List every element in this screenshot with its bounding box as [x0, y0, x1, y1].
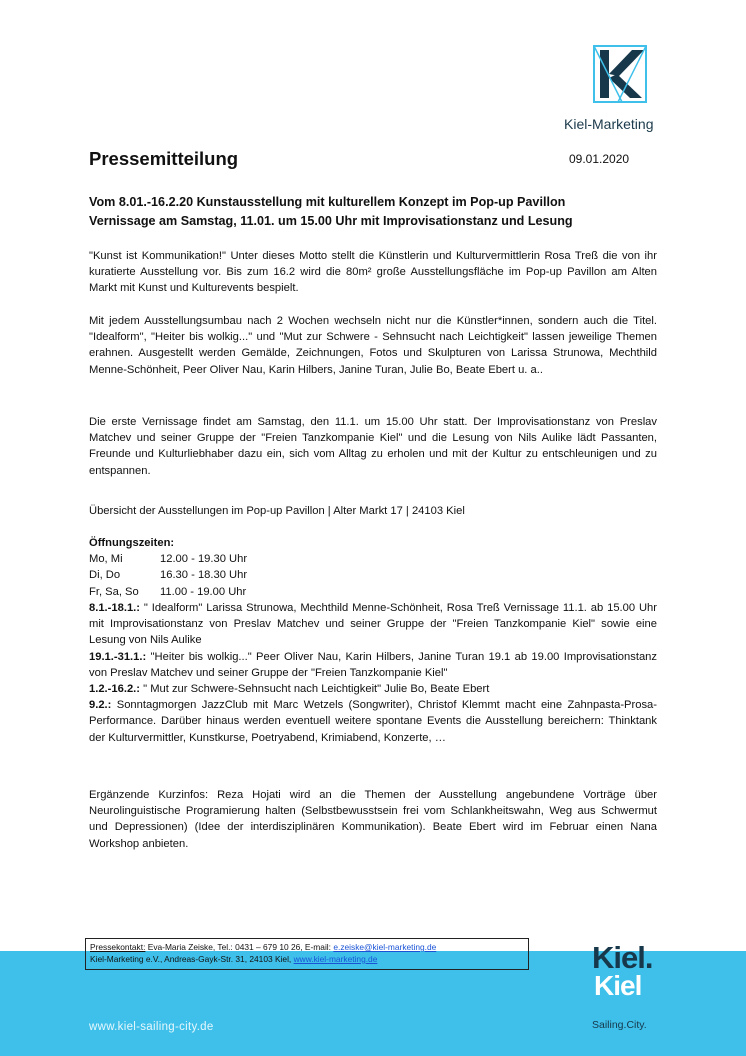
- kiel-marketing-k-icon: [592, 44, 648, 104]
- paragraph-intro: "Kunst ist Kommunikation!" Unter dieses Motto stellt die Künstlerin und Kulturvermittlerin Rosa Treß die von ihr kuratierte Ausstellung vor. Bis zum 16.2 wird die 80m² große Ausstellungsfläche im Pop-up Pavillon am Alten Markt mit Kunst und Kulturevents bespielt.: [89, 250, 657, 295]
- event-item: 1.2.-16.2.: " Mut zur Schwere-Sehnsucht nach Leichtigkeit" Julie Bo, Beate Ebert: [89, 683, 490, 696]
- event-item: 19.1.-31.1.: "Heiter bis wolkig..." Peer Oliver Nau, Karin Hilbers, Janine Turan 19.1 ab 19.00 Improvisationstanz von Preslav Matchev und seiner Gruppe der "Freien Tanzkompanie Kiel": [89, 650, 657, 679]
- headline-line-1: Vom 8.01.-16.2.20 Kunstausstellung mit kulturellem Konzept im Pop-up Pavillon: [89, 195, 566, 209]
- event-schedule: [89, 600, 657, 746]
- hours-label: Öffnungszeiten:: [89, 537, 175, 549]
- logo-text: Kiel-Marketing: [564, 116, 654, 132]
- contact-website-link[interactable]: www.kiel-marketing.de: [293, 954, 378, 964]
- event-item: 8.1.-18.1.: " Idealform" Larissa Strunowa, Mechthild Menne-Schönheit, Rosa Treß Vernissage 11.1. ab 15.00 Uhr mit Improvisationstanz von Preslav Matchev und seiner Gruppe der "Freien Tanzkompanie Kiel" sowie eine Lesung von Nils Aulike: [89, 602, 657, 647]
- paragraph-additional-info: Ergänzende Kurzinfos: Reza Hojati wird an die Themen der Ausstellung angebundene Vorträge über Neurolinguistische Programierung halten (Selbstbewusstsein frei vom Schlankheitswahn, Weg aus Schwermut und Depressionen) (Idee der interdisziplinären Kommunikation). Beate Ebert wird im Februar einen Nana Workshop anbieten.: [89, 789, 657, 850]
- contact-label: Pressekontakt:: [90, 942, 146, 952]
- opening-hours: [89, 535, 247, 600]
- release-date: 09.01.2020: [569, 152, 630, 166]
- hours-row: Fr, Sa, So 11.00 - 19.00 Uhr: [89, 585, 247, 598]
- footer-url[interactable]: www.kiel-sailing-city.de: [89, 1021, 214, 1033]
- headline-line-2: Vernissage am Samstag, 11.01. um 15.00 Uhr mit Improvisationstanz und Lesung: [89, 214, 573, 228]
- paragraph-artists: Mit jedem Ausstellungsumbau nach 2 Wochen wechseln nicht nur die Künstler*innen, sondern auch die Titel. "Idealform", "Heiter bis wolkig..." und "Mut zur Schwere - Sehnsucht nach Leichtigkeit" lassen jeweilige Themen erahnen. Ausgestellt werden Gemälde, Zeichnungen, Fotos und Skulpturen von Larissa Strunowa, Mechthild Menne-Schönheit, Peer Oliver Nau, Karin Hilbers, Janine Turan, Julie Bo, Beate Ebert u. a..: [89, 315, 657, 376]
- contact-email-link[interactable]: e.zeiske@kiel-marketing.de: [333, 942, 437, 952]
- event-item: 9.2.: Sonntagmorgen JazzClub mit Marc Wetzels (Songwriter), Christof Klemmt macht eine Zahnpasta-Prosa-Performance. Darüber hinaus werden eventuell weitere spontane Events die Ausstellung bereichern: Thinktank der Kulturvermittler, Kunstkurse, Poetryabend, Krimiabend, Konzerte, …: [89, 699, 657, 744]
- overview-line: Übersicht der Ausstellungen im Pop-up Pavillon | Alter Markt 17 | 24103 Kiel: [89, 505, 465, 517]
- paragraph-vernissage: Die erste Vernissage findet am Samstag, den 11.1. um 15.00 Uhr statt. Der Improvisationstanz von Preslav Matchev und seiner Gruppe der "Freien Tanzkompanie Kiel" und die Lesung von Nils Aulike lädt Passanten, Freunde und Kulturliebhaber dazu ein, sich vom Alltag zu erholen und mit der Kultur zu entschleunigen und zu entspannen.: [89, 416, 657, 477]
- hours-row: Mo, Mi 12.00 - 19.30 Uhr: [89, 553, 248, 566]
- hours-row: Di, Do 16.30 - 18.30 Uhr: [89, 569, 248, 582]
- logo-tagline: Sailing.City.: [592, 1019, 647, 1031]
- press-contact-box: Pressekontakt: Eva-Maria Zeiske, Tel.: 0431 – 679 10 26, E-mail: e.zeiske@kiel-marketing.de Kiel-Marketing e.V., Andreas-Gayk-Str. 31, 24103 Kiel, www.kiel-marketing.de: [85, 938, 529, 970]
- logo-kiel-bottom: Kiel: [594, 970, 642, 1001]
- headline: [89, 193, 669, 231]
- page-title: Pressemitteilung: [89, 148, 239, 169]
- kiel-sailing-city-logo: [592, 940, 672, 1040]
- kiel-marketing-logo: [562, 44, 682, 136]
- logo-kiel-top: Kiel.: [592, 940, 653, 975]
